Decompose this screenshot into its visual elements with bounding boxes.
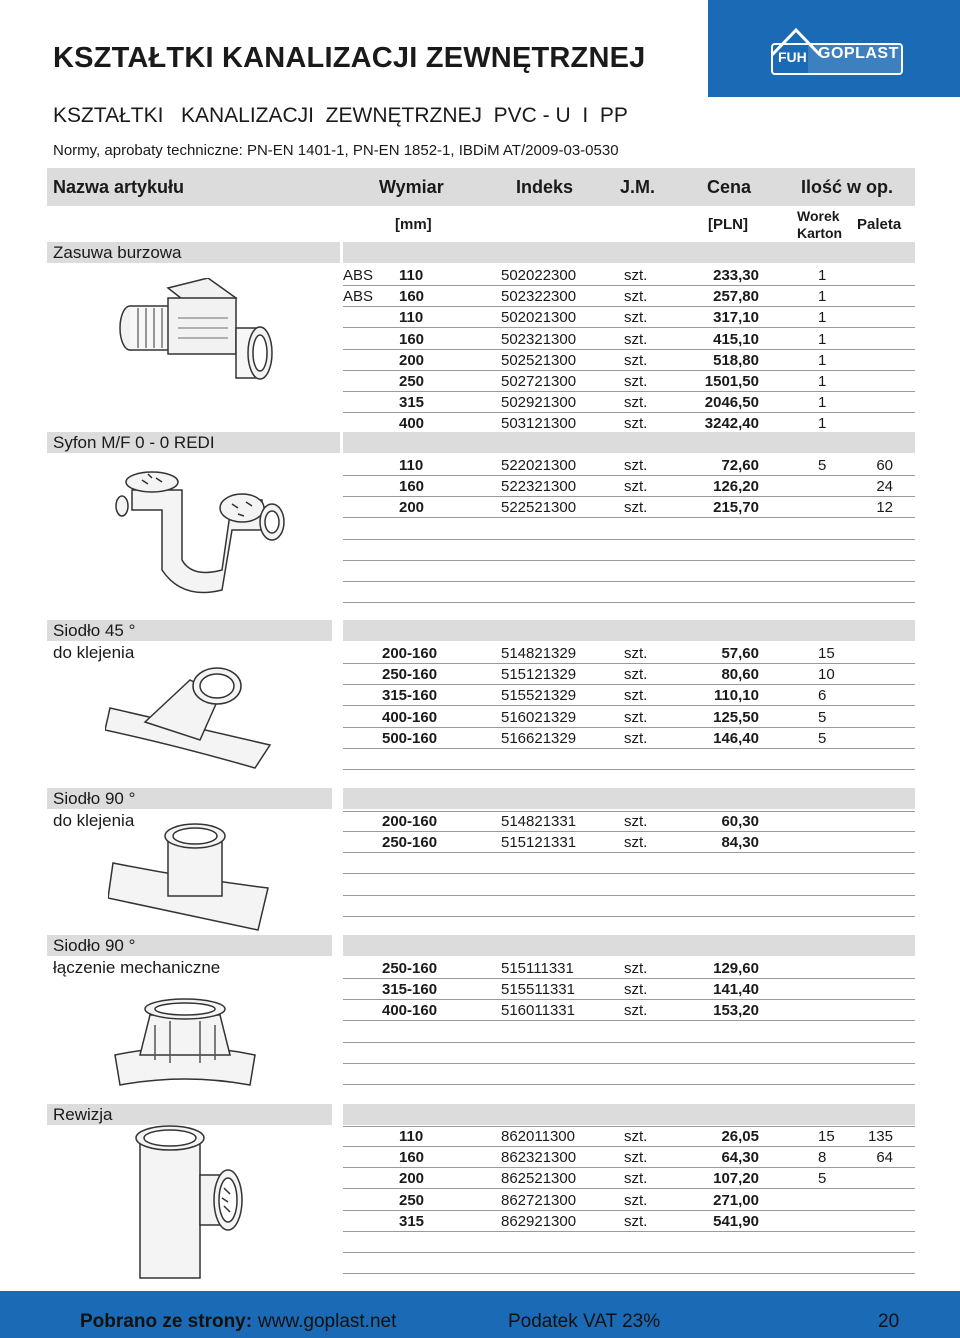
cell-dim: 250-160 [382,834,438,852]
zasuwa-illustration [108,278,276,393]
cell-index: 502721300 [501,373,577,390]
cell-unit: szt. [624,687,648,705]
cell-index: 502022300 [501,267,577,284]
cell-index: 522321300 [501,478,577,496]
cell-worek: 1 [818,309,827,327]
section-name: Siodło 90 ° [53,789,136,808]
cell-unit: szt. [624,1128,648,1145]
footer-bar [0,1291,960,1338]
row-divider [343,539,915,540]
section-name: Zasuwa burzowa [53,243,182,262]
row-divider [343,1042,915,1043]
cell-price: 2046,50 [704,394,759,412]
karton-label: Karton [797,225,843,241]
syfon-illustration [112,460,290,605]
section-sub: do klejenia [53,643,135,662]
cell-dim: 200-160 [382,645,438,662]
cell-worek: 8 [818,1149,827,1167]
section-sub: łączenie mechaniczne [53,958,221,977]
cell-unit: szt. [624,288,648,306]
cell-index: 862921300 [501,1212,577,1230]
cell-index: 502321300 [501,330,577,348]
cell-unit: szt. [624,351,648,369]
cell-price: 233,30 [713,267,759,284]
cell-price: 126,20 [713,478,759,496]
cell-price: 80,60 [721,666,759,684]
section-band [343,432,915,453]
cell-dim: 200 [399,499,425,517]
footer-vat: Podatek VAT 23% [508,1311,661,1332]
cell-dim: 200 [399,1170,425,1188]
row-divider [343,1252,915,1253]
cell-worek: 5 [818,708,827,726]
cell-unit: szt. [624,457,648,474]
dim-unit: [mm] [395,216,432,233]
cell-price: 107,20 [713,1170,759,1188]
cell-dim: 315-160 [382,981,438,999]
cell-dim: 250 [399,373,425,390]
cell-price: 57,60 [721,645,759,662]
cell-dim: 400 [399,415,425,433]
cell-price: 125,50 [713,708,759,726]
section-band [343,242,915,263]
cell-dim: 315 [399,394,425,412]
paleta-label: Paleta [857,216,902,233]
siodlo45-illustration [105,660,275,770]
cell-index: 522521300 [501,499,577,517]
cell-worek: 1 [818,267,827,284]
row-divider [343,1084,915,1085]
cell-index: 862011300 [501,1128,575,1145]
section-name: Rewizja [53,1105,113,1124]
cell-dim: 110 [399,457,424,474]
cell-dim: 500-160 [382,729,438,747]
cell-price: 271,00 [713,1191,759,1209]
section-name: Syfon M/F 0 - 0 REDI [53,433,215,452]
cell-dim: 160 [399,478,425,496]
col-index: Indeks [516,177,574,197]
cell-unit: szt. [624,267,648,284]
cell-index: 502521300 [501,351,577,369]
cell-unit: szt. [624,499,648,517]
cell-price: 72,60 [721,457,759,474]
cell-worek: 1 [818,330,827,348]
cell-price: 317,10 [713,309,759,327]
rewizja-illustration [120,1120,250,1285]
cell-unit: szt. [624,478,648,496]
cell-price: 64,30 [721,1149,759,1167]
cell-index: 514821329 [501,645,577,662]
cell-prefix: ABS [343,267,374,284]
cell-index: 515111331 [501,960,574,977]
cell-index: 516011331 [501,1002,575,1020]
cell-unit: szt. [624,666,648,684]
row-divider [343,1020,915,1021]
section-band [343,935,915,956]
row-divider [343,602,915,603]
row-divider [343,873,915,874]
goplast-logo [708,0,960,97]
section-name: Siodło 90 ° [53,936,136,955]
cell-unit: szt. [624,813,648,830]
cell-index: 515121329 [501,666,577,684]
cell-unit: szt. [624,309,648,327]
cell-dim: 110 [399,1128,424,1145]
row-divider [343,517,915,518]
cell-price: 153,20 [713,1002,759,1020]
row-divider [343,748,915,749]
cell-paleta: 24 [876,478,893,496]
cell-worek: 15 [818,645,835,662]
section-name: Siodło 45 ° [53,621,136,640]
cell-paleta: 135 [867,1128,893,1145]
cell-unit: szt. [624,415,648,433]
cell-dim: 250-160 [382,666,438,684]
cell-index: 862721300 [501,1191,577,1209]
logo-fuh: FUH [778,49,807,65]
worek-label: Worek [797,208,840,224]
cell-dim: 160 [399,288,425,306]
page-subtitle: KSZTAŁTKI KANALIZACJI ZEWNĘTRZNEJ PVC - U I PP [53,104,628,127]
cell-price: 26,05 [721,1128,759,1145]
siodlo90-illustration [108,818,273,933]
cell-index: 503121300 [501,415,577,433]
row-divider [343,916,915,917]
cell-dim: 200-160 [382,813,438,830]
logo-brand: GOPLAST [818,45,899,62]
cell-worek: 1 [818,415,827,433]
cell-worek: 5 [818,729,827,747]
cell-price: 110,10 [713,687,759,705]
col-qty: Ilość w op. [801,177,894,197]
price-unit: [PLN] [708,216,748,233]
cell-paleta: 12 [876,499,893,517]
table-row [0,958,960,979]
cell-unit: szt. [624,394,648,412]
cell-dim: 110 [399,267,424,284]
row-divider [343,1231,915,1232]
row-divider [343,1273,915,1274]
col-price: Cena [707,177,752,197]
cell-dim: 250-160 [382,960,438,977]
cell-index: 516021329 [501,708,577,726]
cell-dim: 160 [399,330,425,348]
cell-dim: 400-160 [382,708,438,726]
cell-index: 514821331 [501,813,577,830]
cell-price: 215,70 [713,499,759,517]
cell-unit: szt. [624,373,648,390]
cell-prefix: ABS [343,288,374,306]
section-band [343,788,915,809]
cell-index: 502021300 [501,309,577,327]
cell-worek: 5 [818,1170,827,1188]
cell-price: 257,80 [713,288,759,306]
cell-dim: 160 [399,1149,425,1167]
cell-worek: 1 [818,288,827,306]
cell-unit: szt. [624,330,648,348]
cell-worek: 1 [818,351,827,369]
table-row [0,392,960,413]
cell-worek: 1 [818,373,827,390]
row-divider [343,560,915,561]
cell-price: 60,30 [721,813,759,830]
cell-price: 415,10 [713,330,759,348]
cell-price: 146,40 [713,729,759,747]
cell-unit: szt. [624,1149,648,1167]
row-divider [343,769,915,770]
cell-unit: szt. [624,729,648,747]
cell-unit: szt. [624,1212,648,1230]
cell-index: 515511331 [501,981,575,999]
col-dim: Wymiar [379,177,444,197]
footer-source-label: Pobrano ze strony: [80,1311,253,1332]
row-divider [343,1063,915,1064]
page-number: 20 [878,1311,900,1332]
cell-dim: 315 [399,1212,425,1230]
row-divider [343,895,915,896]
col-unit: J.M. [620,177,656,197]
footer-url[interactable]: www.goplast.net [258,1311,397,1332]
cell-index: 515121331 [501,834,577,852]
cell-index: 522021300 [501,457,577,474]
norms-line: Normy, aprobaty techniczne: PN-EN 1401-1, PN-EN 1852-1, IBDiM AT/2009-03-0530 [53,142,619,159]
cell-unit: szt. [624,708,648,726]
cell-price: 84,30 [721,834,759,852]
cell-price: 541,90 [713,1212,759,1230]
col-name: Nazwa artykułu [53,177,185,197]
cell-worek: 6 [818,687,827,705]
section-sub: do klejenia [53,811,135,830]
cell-dim: 200 [399,351,425,369]
row-divider [343,852,915,853]
column-header [47,168,915,206]
cell-paleta: 60 [876,457,893,474]
cell-price: 141,40 [713,981,759,999]
cell-price: 129,60 [713,960,759,977]
row-divider [343,581,915,582]
cell-index: 502322300 [501,288,577,306]
cell-index: 515521329 [501,687,577,705]
cell-index: 862321300 [501,1149,577,1167]
cell-unit: szt. [624,645,648,662]
cell-unit: szt. [624,1002,648,1020]
section-band [343,1104,915,1125]
cell-dim: 400-160 [382,1002,438,1020]
cell-worek: 5 [818,457,827,474]
cell-price: 3242,40 [704,415,759,433]
cell-dim: 250 [399,1191,425,1209]
cell-index: 862521300 [501,1170,577,1188]
siodlo90-mech-illustration [110,985,260,1093]
cell-index: 502921300 [501,394,577,412]
cell-index: 516621329 [501,729,577,747]
cell-worek: 10 [818,666,835,684]
cell-price: 1501,50 [704,373,759,390]
cell-worek: 15 [818,1128,835,1145]
cell-dim: 110 [399,309,424,327]
cell-unit: szt. [624,1170,648,1188]
cell-unit: szt. [624,981,648,999]
cell-worek: 1 [818,394,827,412]
section-band [343,620,915,641]
cell-unit: szt. [624,960,648,977]
cell-unit: szt. [624,834,648,852]
cell-paleta: 64 [876,1149,893,1167]
cell-price: 518,80 [713,351,759,369]
cell-dim: 315-160 [382,687,438,705]
page-title: KSZTAŁTKI KANALIZACJI ZEWNĘTRZNEJ [53,42,646,74]
cell-unit: szt. [624,1191,648,1209]
